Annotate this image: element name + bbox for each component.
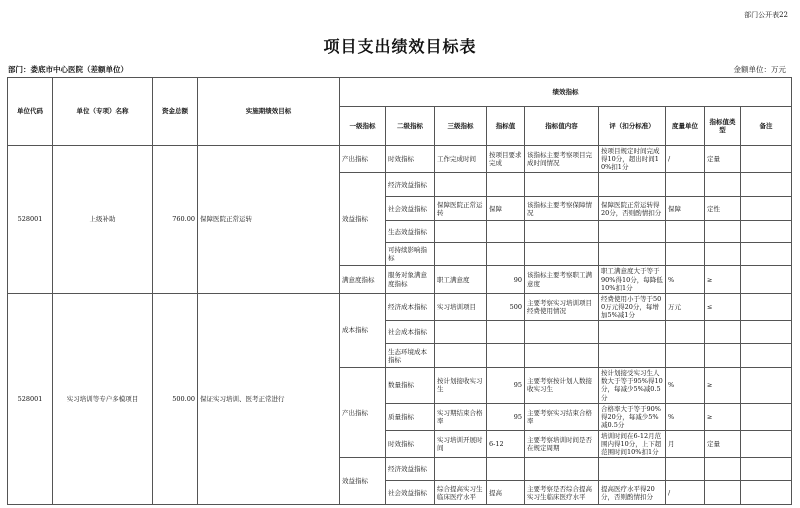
measure-unit-cell (666, 321, 705, 344)
level3-cell: 综合提高实习生临床医疗水平 (435, 481, 487, 505)
level2-cell: 经济效益指标 (386, 458, 435, 481)
value-type-cell: ≥ (705, 368, 741, 404)
value-cell: 按项目要求完成 (487, 146, 525, 173)
level2-cell: 生态环境成本指标 (386, 344, 435, 368)
level3-cell: 实习培训项目 (435, 293, 487, 320)
value-cell: 500 (487, 293, 525, 320)
value-type-cell: 定量 (705, 431, 741, 458)
scoring-cell: 按计划接受实习生人数大于等于95%得10分，每减少5%减0.5分 (599, 368, 666, 404)
header-level1: 一级指标 (340, 107, 386, 146)
value-type-cell (705, 458, 741, 481)
content-cell (525, 221, 599, 243)
scoring-cell (599, 458, 666, 481)
header-measure-unit: 度量单位 (666, 107, 705, 146)
measure-unit-cell: / (666, 481, 705, 505)
level3-cell (435, 344, 487, 368)
scoring-cell (599, 173, 666, 197)
remark-cell (741, 403, 792, 430)
level2-cell: 时效指标 (386, 431, 435, 458)
level3-cell (435, 173, 487, 197)
measure-unit-cell: / (666, 146, 705, 173)
level2-cell: 经济效益指标 (386, 173, 435, 197)
measure-unit-cell (666, 458, 705, 481)
level3-cell: 职工满意度 (435, 266, 487, 293)
scoring-cell: 按项目规定时间完成得10分，超出时间10%扣1分 (599, 146, 666, 173)
level1-cell: 效益指标 (340, 458, 386, 505)
content-cell (525, 344, 599, 368)
header-value: 指标值 (487, 107, 525, 146)
value-type-cell (705, 481, 741, 505)
value-type-cell: ≤ (705, 293, 741, 320)
remark-cell (741, 173, 792, 197)
measure-unit-cell: % (666, 368, 705, 404)
level2-cell: 数量指标 (386, 368, 435, 404)
scoring-cell (599, 221, 666, 243)
measure-unit-cell (666, 173, 705, 197)
content-cell (525, 321, 599, 344)
scoring-cell (599, 321, 666, 344)
value-cell (487, 243, 525, 266)
goal-cell: 保证实习培训、医考正常进行 (198, 293, 340, 505)
level1-cell: 产出指标 (340, 368, 386, 458)
remark-cell (741, 146, 792, 173)
content-cell: 主要考察按计划人数接收实习生 (525, 368, 599, 404)
level2-cell: 社会效益指标 (386, 481, 435, 505)
level3-cell: 按计划接收实习生 (435, 368, 487, 404)
remark-cell (741, 344, 792, 368)
scoring-cell: 经费使用小于等于500万元得20分，每增加5%减1分 (599, 293, 666, 320)
goal-cell: 保障医院正常运转 (198, 146, 340, 294)
header-remark: 备注 (741, 107, 792, 146)
header-goal: 实施期绩效目标 (198, 78, 340, 146)
remark-cell (741, 458, 792, 481)
remark-cell (741, 368, 792, 404)
content-cell (525, 173, 599, 197)
level1-cell: 满意度指标 (340, 266, 386, 293)
value-type-cell: ≥ (705, 266, 741, 293)
content-cell: 主要考察实习培训项目经费使用情况 (525, 293, 599, 320)
header-value-type: 指标值类型 (705, 107, 741, 146)
value-cell: 95 (487, 368, 525, 404)
value-cell (487, 344, 525, 368)
remark-cell (741, 266, 792, 293)
level1-cell: 效益指标 (340, 173, 386, 266)
header-scoring: 评（扣分标准） (599, 107, 666, 146)
level2-cell: 时效指标 (386, 146, 435, 173)
value-cell: 90 (487, 266, 525, 293)
value-cell: 6-12 (487, 431, 525, 458)
measure-unit-cell: 万元 (666, 293, 705, 320)
measure-unit-cell (666, 344, 705, 368)
remark-cell (741, 293, 792, 320)
table-row (8, 146, 792, 173)
level3-cell (435, 243, 487, 266)
remark-cell (741, 321, 792, 344)
amount-cell: 760.00 (153, 146, 198, 294)
scoring-cell (599, 243, 666, 266)
scoring-cell: 职工满意度大于等于90%得10分，每降低10%扣1分 (599, 266, 666, 293)
value-cell (487, 321, 525, 344)
level2-cell: 服务对象满意度指标 (386, 266, 435, 293)
level2-cell: 质量指标 (386, 403, 435, 430)
level1-cell: 成本指标 (340, 293, 386, 367)
level1-cell: 产出指标 (340, 146, 386, 173)
amount-unit-label: 金额单位：万元 (733, 65, 786, 74)
value-type-cell (705, 321, 741, 344)
content-cell: 主要考察是否综合提高实习生临床医疗水平 (525, 481, 599, 505)
value-cell: 保障 (487, 197, 525, 221)
measure-unit-cell: % (666, 403, 705, 430)
performance-goal-table (7, 77, 792, 505)
remark-cell (741, 197, 792, 221)
level3-cell (435, 458, 487, 481)
value-type-cell: 定性 (705, 197, 741, 221)
amount-cell: 500.00 (153, 293, 198, 505)
header-unit-code: 单位代码 (8, 78, 53, 146)
content-cell (525, 458, 599, 481)
content-cell: 该指标主要考察职工满意度 (525, 266, 599, 293)
content-cell: 该指标主要考察项目完成时间情况 (525, 146, 599, 173)
project-name-cell: 实习培训等专户多模项目 (53, 293, 153, 505)
scoring-cell: 保障医院正常运转得20分，否则酌情扣分 (599, 197, 666, 221)
level3-cell: 实习期结束合格率 (435, 403, 487, 430)
value-type-cell (705, 221, 741, 243)
header-level3: 三级指标 (435, 107, 487, 146)
remark-cell (741, 431, 792, 458)
table-row (8, 293, 792, 320)
level2-cell: 社会成本指标 (386, 321, 435, 344)
header-project-name: 单位（专项）名称 (53, 78, 153, 146)
scoring-cell: 提高医疗水平得20分，否则酌情扣分 (599, 481, 666, 505)
value-type-cell (705, 243, 741, 266)
header-level2: 二级指标 (386, 107, 435, 146)
remark-cell (741, 243, 792, 266)
unit-code-cell: 528001 (8, 146, 53, 294)
level3-cell (435, 221, 487, 243)
value-type-cell: ≥ (705, 403, 741, 430)
level2-cell: 可持续影响指标 (386, 243, 435, 266)
level3-cell: 实习培训开展时间 (435, 431, 487, 458)
content-cell: 主要考察培训时间是否在规定周期 (525, 431, 599, 458)
measure-unit-cell (666, 243, 705, 266)
header-total-funds: 资金总额 (153, 78, 198, 146)
content-cell (525, 243, 599, 266)
header-indicators: 绩效指标 (340, 78, 792, 107)
project-name-cell: 上级补助 (53, 146, 153, 294)
page-number-label: 部门公开表22 (744, 11, 788, 19)
measure-unit-cell (666, 221, 705, 243)
value-cell (487, 458, 525, 481)
remark-cell (741, 221, 792, 243)
value-type-cell (705, 344, 741, 368)
value-cell: 提高 (487, 481, 525, 505)
scoring-cell: 合格率大于等于90%得20分，每减少5%减0.5分 (599, 403, 666, 430)
level3-cell: 工作完成时间 (435, 146, 487, 173)
measure-unit-cell: % (666, 266, 705, 293)
value-cell: 95 (487, 403, 525, 430)
value-cell (487, 221, 525, 243)
level3-cell (435, 321, 487, 344)
content-cell: 该指标主要考察保障情况 (525, 197, 599, 221)
value-type-cell: 定量 (705, 146, 741, 173)
level3-cell: 保障医院正常运转 (435, 197, 487, 221)
unit-code-cell: 528001 (8, 293, 53, 505)
remark-cell (741, 481, 792, 505)
level2-cell: 生态效益指标 (386, 221, 435, 243)
header-content: 指标值内容 (525, 107, 599, 146)
level2-cell: 经济成本指标 (386, 293, 435, 320)
scoring-cell (599, 344, 666, 368)
measure-unit-cell: 保障 (666, 197, 705, 221)
content-cell: 主要考察实习结束合格率 (525, 403, 599, 430)
level2-cell: 社会效益指标 (386, 197, 435, 221)
department-label: 部门：娄底市中心医院（差额单位） (8, 65, 128, 74)
measure-unit-cell: 月 (666, 431, 705, 458)
value-cell (487, 173, 525, 197)
page-title: 项目支出绩效目标表 (323, 37, 477, 56)
value-type-cell (705, 173, 741, 197)
scoring-cell: 培训时间在6-12月范围内得10分，上下超范围时间10%扣1分 (599, 431, 666, 458)
